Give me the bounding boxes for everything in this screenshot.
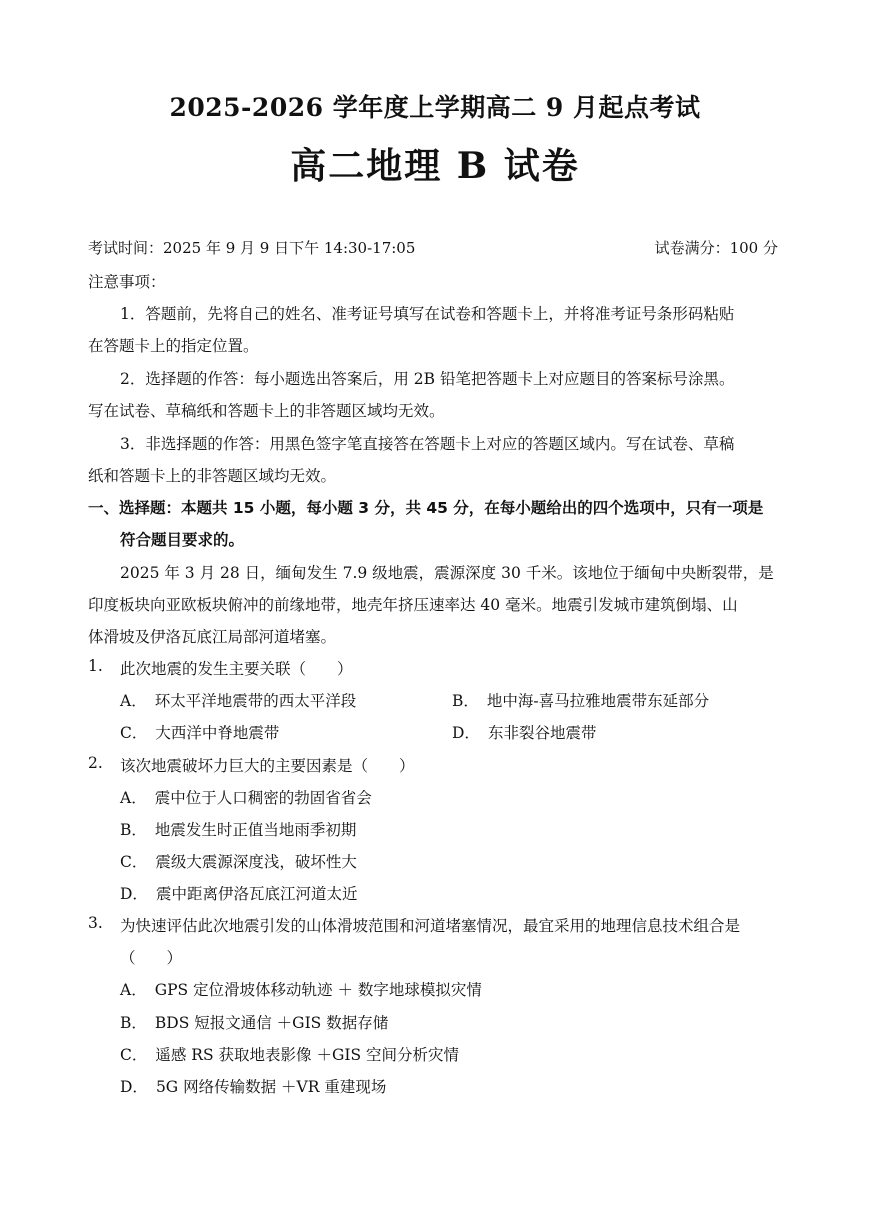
option-label: B． (120, 821, 147, 839)
option-text: 5G 网络传输数据 ＋VR 重建现场 (155, 1078, 387, 1096)
option-label: A． (120, 692, 147, 710)
question-3-option-c[interactable] (120, 1043, 459, 1065)
question-1-option-b[interactable] (452, 689, 709, 711)
paper-title: 高二地理 B 试卷 (290, 145, 580, 187)
note-3-line-2: 纸和答题卡上的非答题区域均无效。 (88, 467, 337, 485)
question-2-option-c[interactable] (120, 850, 357, 872)
section-1-heading-cont: 符合题目要求的。 (120, 531, 245, 549)
section-1-heading: 一、选择题：本题共 15 小题，每小题 3 分，共 45 分，在每小题给出的四个选项中，只有一项是 (88, 499, 764, 517)
exam-title: 2025-2026 学年度上学期高二 9 月起点考试 (169, 93, 701, 122)
option-text: 震中距离伊洛瓦底江河道太近 (155, 885, 358, 903)
option-text: GPS 定位滑坡体移动轨迹 ＋ 数字地球模拟灾情 (154, 981, 482, 999)
note-2-line-1: 2．选择题的作答：每小题选出答案后，用 2B 铅笔把答题卡上对应题目的答案标号涂黑。 (120, 370, 735, 388)
exam-time: 考试时间：2025 年 9 月 9 日下午 14:30-17:05 (88, 239, 416, 257)
question-3-text: 为快速评估此次地震引发的山体滑坡范围和河道堵塞情况，最宜采用的地理信息技术组合是 (120, 917, 741, 935)
option-text: 震中位于人口稠密的勃固省省会 (154, 789, 372, 807)
question-3-option-d[interactable] (120, 1075, 386, 1097)
note-1-line-1: 1．答题前，先将自己的姓名、准考证号填写在试卷和答题卡上，并将准考证号条形码粘贴 (120, 305, 735, 323)
full-score: 试卷满分：100 分 (654, 239, 778, 257)
question-1-option-a[interactable] (120, 689, 356, 711)
option-label: D． (452, 724, 480, 742)
question-2-option-b[interactable] (120, 818, 356, 840)
option-text: BDS 短报文通信 ＋GIS 数据存储 (154, 1014, 389, 1032)
question-3-option-b[interactable] (120, 1011, 388, 1033)
option-text: 震级大震源深度浅，破坏性大 (155, 853, 357, 871)
option-text: 遥感 RS 获取地表影像 ＋GIS 空间分析灾情 (155, 1046, 459, 1064)
question-1-text: 此次地震的发生主要关联（ ） (120, 660, 353, 678)
option-label: D． (120, 885, 148, 903)
passage-line-1: 2025 年 3 月 28 日，缅甸发生 7.9 级地震，震源深度 30 千米。该地位于缅甸中央断裂带，是 (120, 564, 774, 582)
option-label: B． (120, 1014, 147, 1032)
passage-line-3: 体滑坡及伊洛瓦底江局部河道堵塞。 (88, 628, 337, 646)
question-1-option-d[interactable] (452, 721, 596, 743)
option-text: 地震发生时正值当地雨季初期 (154, 821, 357, 839)
notes-heading: 注意事项： (88, 273, 166, 291)
question-1-number: 1. (88, 657, 103, 675)
option-label: C． (120, 724, 148, 742)
option-label: C． (120, 1046, 148, 1064)
option-label: A． (120, 789, 147, 807)
note-3-line-1: 3．非选择题的作答：用黑色签字笔直接答在答题卡上对应的答题区域内。写在试卷、草稿 (120, 435, 735, 453)
option-label: D． (120, 1078, 148, 1096)
question-1-option-c[interactable] (120, 721, 279, 743)
note-2-line-2: 写在试卷、草稿纸和答题卡上的非答题区域均无效。 (88, 402, 445, 420)
question-3-number: 3. (88, 914, 103, 932)
option-text: 大西洋中脊地震带 (155, 724, 280, 742)
question-2-option-d[interactable] (120, 882, 357, 904)
question-3-option-a[interactable] (120, 978, 482, 1000)
option-label: B． (452, 692, 479, 710)
option-label: C． (120, 853, 148, 871)
question-2-number: 2. (88, 754, 103, 772)
question-2-option-a[interactable] (120, 786, 372, 808)
question-2-text: 该次地震破坏力巨大的主要因素是（ ） (120, 757, 415, 775)
option-text: 东非裂谷地震带 (487, 724, 597, 742)
question-3-text-cont: （ ） (120, 949, 183, 967)
option-text: 地中海-喜马拉雅地震带东延部分 (486, 692, 710, 710)
option-text: 环太平洋地震带的西太平洋段 (154, 692, 357, 710)
passage-line-2: 印度板块向亚欧板块俯冲的前缘地带，地壳年挤压速率达 40 毫米。地震引发城市建筑倒塌、山 (88, 596, 738, 614)
note-1-line-2: 在答题卡上的指定位置。 (88, 337, 259, 355)
option-label: A． (120, 981, 147, 999)
